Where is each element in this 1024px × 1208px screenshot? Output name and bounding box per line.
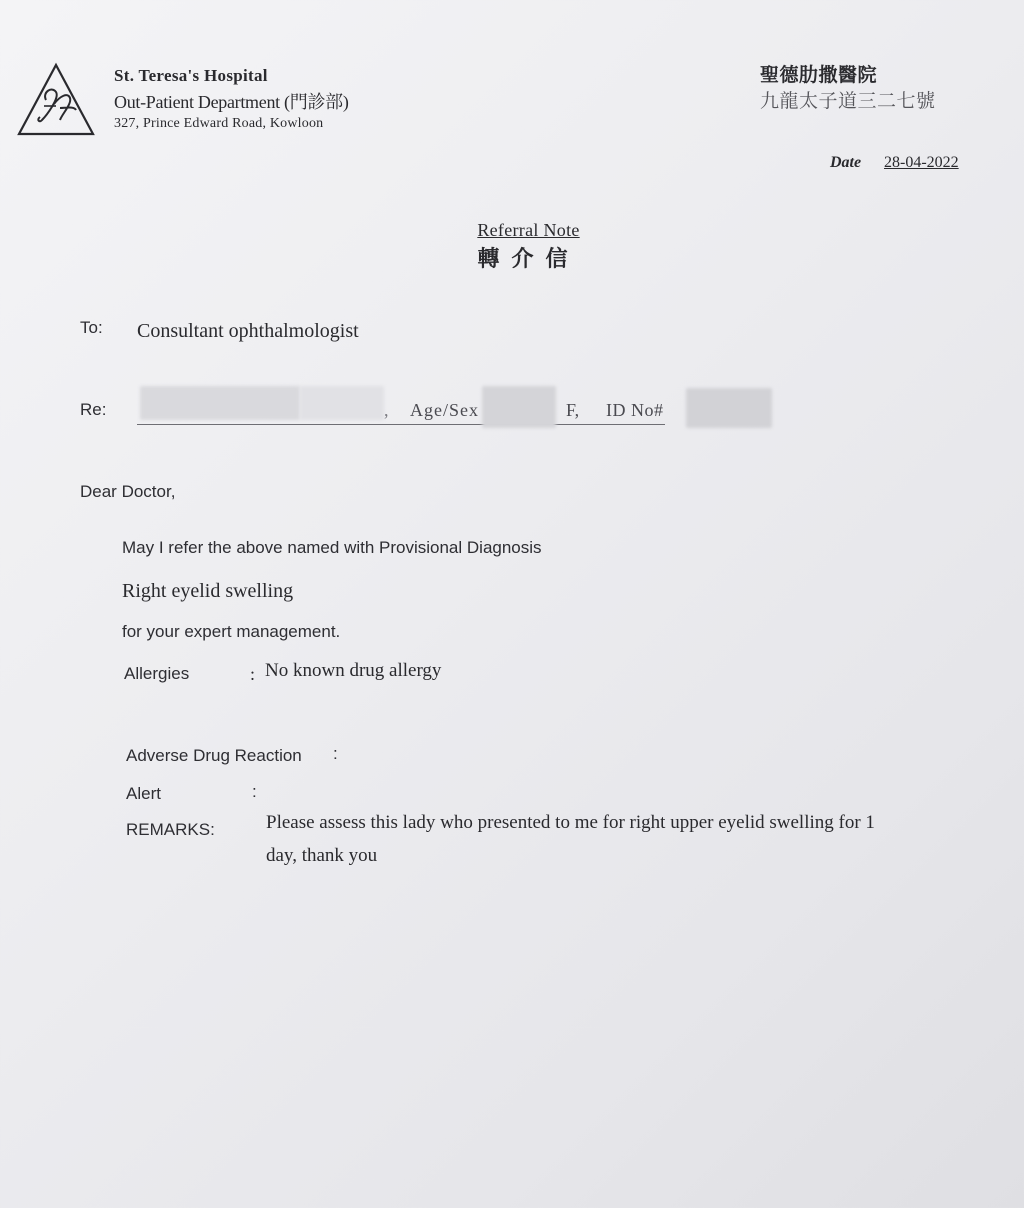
date-value: 28-04-2022: [884, 154, 959, 171]
redacted-age: [482, 386, 556, 428]
hospital-name-chinese: 聖德肋撒醫院: [760, 64, 878, 86]
triangle-monogram-logo-icon: [16, 62, 96, 138]
hospital-address: 327, Prince Edward Road, Kowloon: [114, 116, 324, 131]
adverse-drug-reaction-colon: :: [333, 744, 338, 763]
redacted-patient-name: [140, 386, 300, 420]
remarks-line-1: Please assess this lady who presented to me for right upper eyelid swelling for 1: [266, 812, 875, 833]
redacted-id-number: [686, 388, 772, 428]
age-sex-label: Age/Sex: [410, 400, 479, 420]
id-number-label: ID No#: [606, 400, 664, 420]
remarks-label: REMARKS:: [126, 820, 215, 839]
document-title: Referral Note: [477, 220, 580, 240]
date-label: Date: [830, 154, 862, 171]
redacted-patient-name-part: [300, 386, 384, 420]
management-text: for your expert management.: [122, 622, 341, 641]
hospital-department: Out-Patient Department (門診部): [114, 92, 349, 112]
hospital-address-chinese: 九龍太子道三二七號: [760, 90, 936, 112]
remarks-line-2: day, thank you: [266, 845, 378, 866]
to-label: To:: [80, 318, 103, 337]
hospital-name: St. Teresa's Hospital: [114, 66, 268, 85]
re-comma: ,: [384, 400, 389, 420]
re-label: Re:: [80, 400, 107, 419]
allergies-label: Allergies: [124, 664, 190, 683]
document-title-chinese: 轉介信: [477, 247, 580, 272]
alert-label: Alert: [126, 784, 161, 803]
alert-colon: :: [252, 782, 257, 801]
allergies-colon: :: [250, 664, 256, 684]
sex-value: F,: [566, 400, 580, 420]
re-underline: [137, 424, 665, 425]
referral-text: May I refer the above named with Provisional Diagnosis: [122, 538, 542, 557]
allergies-value: No known drug allergy: [265, 660, 442, 681]
recipient: Consultant ophthalmologist: [137, 320, 359, 342]
salutation: Dear Doctor,: [80, 482, 176, 501]
adverse-drug-reaction-label: Adverse Drug Reaction: [126, 746, 302, 765]
provisional-diagnosis: Right eyelid swelling: [122, 580, 294, 602]
